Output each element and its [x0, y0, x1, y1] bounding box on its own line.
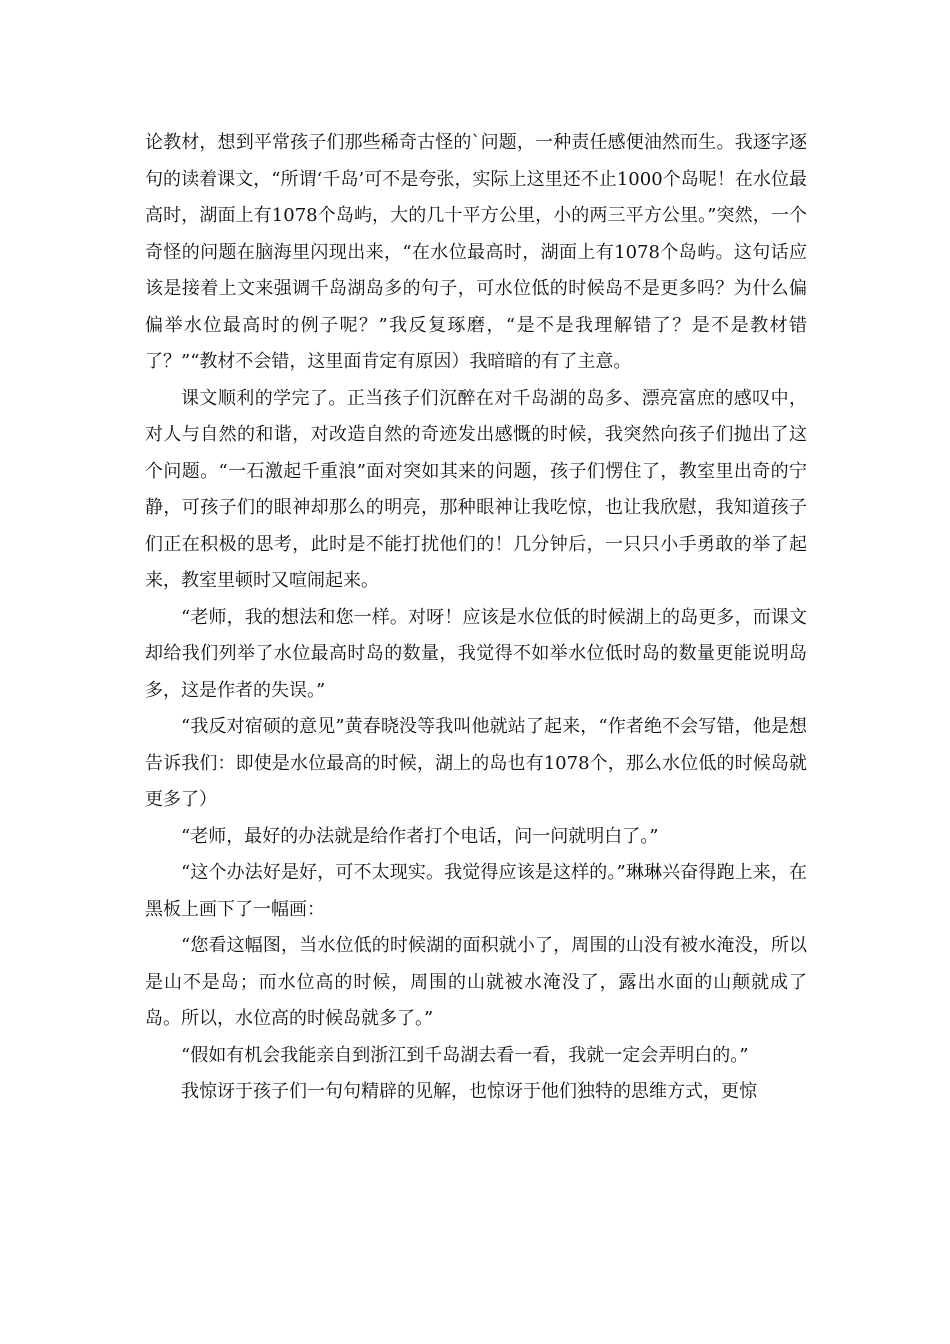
- paragraph: 课文顺利的学完了。正当孩子们沉醉在对千岛湖的岛多、漂亮富庶的感叹中，对人与自然的和谐，对改造自然的奇迹发出感慨的时候，我突然向孩子们抛出了这个问题。“一石激起千重浪”面对突如其来的问题，孩子们愣住了，教室里出奇的宁静，可孩子们的眼神却那么的明亮，那种眼神让我吃惊，也让我欣慰，我知道孩子们正在积极的思考，此时是不能打扰他们的！几分钟后，一只只小手勇敢的举了起来，教室里顿时又喧闹起来。: [145, 387, 807, 591]
- paragraph: “您看这幅图，当水位低的时候湖的面积就小了，周围的山没有被水淹没，所以是山不是岛；而水位高的时候，周围的山就被水淹没了，露出水面的山颠就成了岛。所以，水位高的时候岛就多了。”: [145, 935, 807, 1029]
- article-body: [145, 125, 807, 1111]
- paragraph: 我惊讶于孩子们一句句精辟的见解，也惊讶于他们独特的思维方式，更惊: [181, 1081, 757, 1102]
- paragraph: 论教材，想到平常孩子们那些稀奇古怪的`问题，一种责任感便油然而生。我逐字逐句的读着课文，“所谓‘千岛’可不是夸张，实际上这里还不止1000个岛呢！在水位最高时，湖面上有1078个岛屿，大的几十平方公里，小的两三平方公里。”突然，一个奇怪的问题在脑海里闪现出来，“在水位最高时，湖面上有1078个岛屿。这句话应该是接着上文来强调千岛湖岛多的句子，可水位低的时候岛不是更多吗？为什么偏偏举水位最高时的例子呢？”我反复琢磨，“是不是我理解错了？是不是教材错了？”“教材不会错，这里面肯定有原因）我暗暗的有了主意。: [145, 132, 807, 372]
- paragraph: “老师，我的想法和您一样。对呀！应该是水位低的时候湖上的岛更多，而课文却给我们列举了水位最高时岛的数量，我觉得不如举水位低时岛的数量更能说明岛多，这是作者的失误。”: [145, 606, 807, 701]
- paragraph: “老师，最好的办法就是给作者打个电话，问一问就明白了。”: [181, 825, 659, 847]
- paragraph: “这个办法好是好，可不太现实。我觉得应该是这样的。”琳琳兴奋得跑上来，在黑板上画下了一幅画：: [145, 862, 807, 920]
- paragraph: “我反对宿硕的意见”黄春晓没等我叫他就站了起来，“作者绝不会写错，他是想告诉我们：即使是水位最高的时候，湖上的岛也有1078个，那么水位低的时候岛就更多了）: [145, 716, 807, 810]
- paragraph: “假如有机会我能亲自到浙江到千岛湖去看一看，我就一定会弄明白的。”: [181, 1044, 749, 1066]
